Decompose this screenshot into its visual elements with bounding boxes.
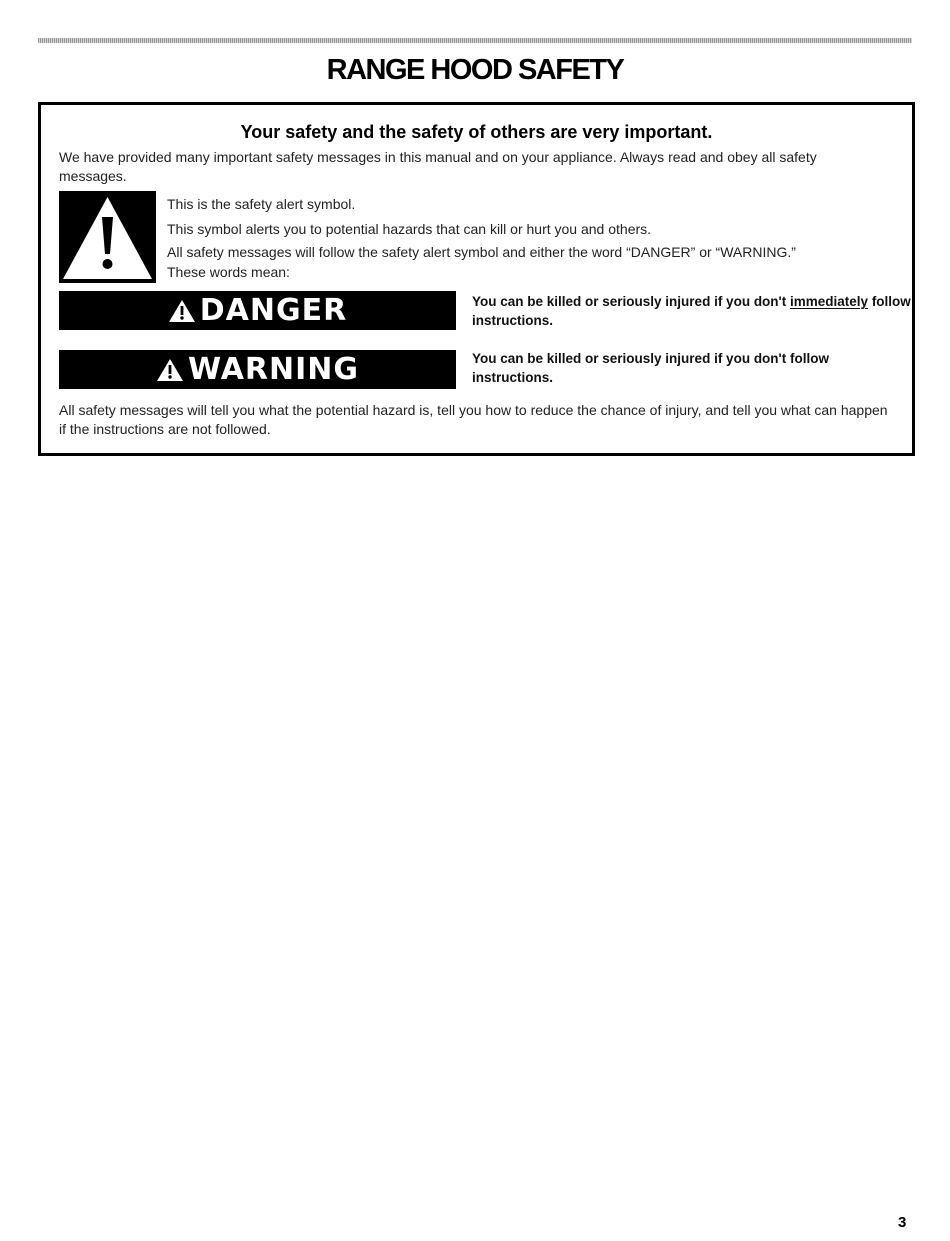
warning-description: You can be killed or seriously injured if you don't follow instructions.: [472, 351, 829, 385]
safety-headline: Your safety and the safety of others are very important.: [240, 122, 713, 142]
safety-box: [38, 102, 915, 456]
danger-description: [472, 292, 912, 330]
symbol-line: These words mean:: [167, 264, 290, 280]
warning-signal-bar: [59, 350, 456, 389]
danger-text-end: follow instructions.: [472, 294, 911, 328]
symbol-line: This is the safety alert symbol.: [167, 196, 356, 212]
top-rule: [38, 38, 912, 43]
danger-label: DANGER: [199, 293, 348, 328]
danger-text-start: You can be killed or seriously injured if you don't: [472, 294, 791, 309]
danger-signal-bar: [59, 291, 456, 330]
symbol-line: All safety messages will follow the safety alert symbol and either the word “DANGER” or “WARNING.”: [167, 244, 796, 260]
safety-alert-symbol-icon: [59, 191, 156, 283]
danger-emphasis: immediately: [790, 294, 869, 309]
safety-outro: All safety messages will tell you what the potential hazard is, tell you how to reduce the chance of injury, and tell you what can happen if the instructions are not followed.: [59, 402, 888, 437]
page-title: RANGE HOOD SAFETY: [326, 54, 624, 86]
alert-triangle-icon: [168, 299, 196, 323]
symbol-line: This symbol alerts you to potential hazards that can kill or hurt you and others.: [167, 221, 652, 237]
safety-intro: We have provided many important safety messages in this manual and on your appliance. Always read and obey all safety messages.: [59, 149, 817, 184]
warning-label: WARNING: [187, 352, 360, 387]
page-number: 3: [898, 1214, 907, 1231]
alert-triangle-icon: [156, 358, 184, 382]
